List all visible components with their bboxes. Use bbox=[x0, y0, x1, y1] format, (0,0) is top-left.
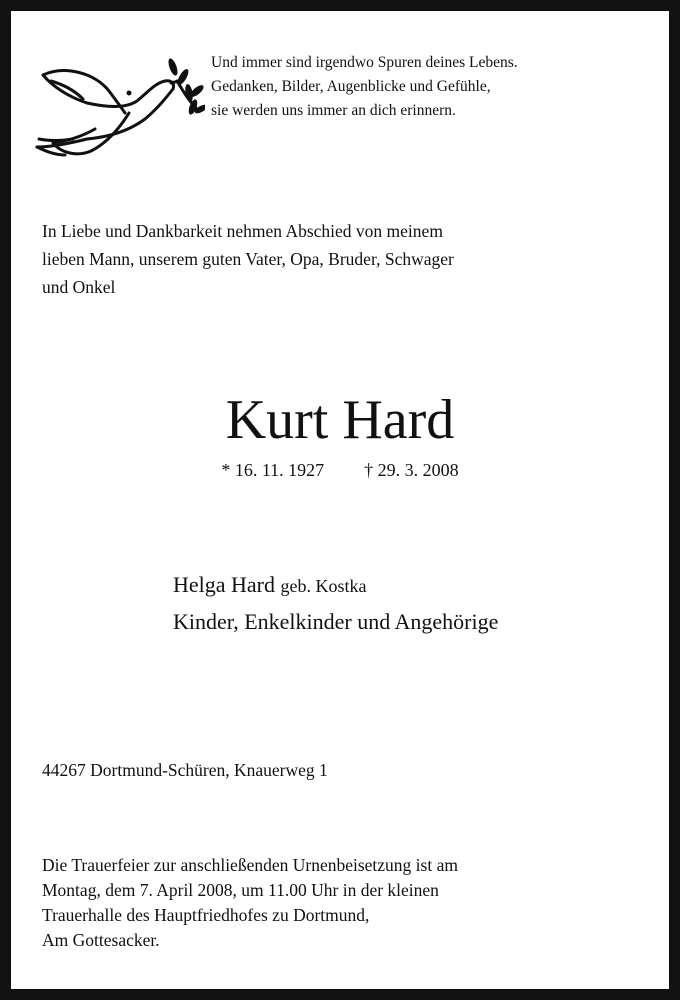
spouse-name: Helga Hard bbox=[173, 572, 276, 597]
deceased-name: Kurt Hard bbox=[225, 389, 455, 451]
ceremony-line: Am Gottesacker. bbox=[42, 930, 160, 950]
death-date: † 29. 3. 2008 bbox=[364, 460, 459, 480]
ceremony-details bbox=[42, 853, 652, 953]
family-line: Kinder, Enkelkinder und Angehörige bbox=[173, 609, 499, 634]
intro-line: In Liebe und Dankbarkeit nehmen Abschied von meinem bbox=[42, 221, 443, 241]
birth-date: * 16. 11. 1927 bbox=[221, 460, 325, 480]
intro-line: und Onkel bbox=[42, 277, 116, 297]
poem-line: Gedanken, Bilder, Augenblicke und Gefühle, bbox=[211, 78, 491, 95]
ceremony-line: Die Trauerfeier zur anschließenden Urnenbeisetzung ist am bbox=[42, 855, 458, 875]
spouse-maiden-name: geb. Kostka bbox=[280, 576, 367, 596]
dove-with-olive-branch-icon bbox=[25, 47, 205, 165]
ceremony-line: Montag, dem 7. April 2008, um 11.00 Uhr in der kleinen bbox=[42, 880, 439, 900]
family-address: 44267 Dortmund-Schüren, Knauerweg 1 bbox=[42, 760, 328, 780]
mourners-block bbox=[173, 567, 653, 640]
intro-line: lieben Mann, unserem guten Vater, Opa, Bruder, Schwager bbox=[42, 249, 454, 269]
poem-line: sie werden uns immer an dich erinnern. bbox=[211, 102, 456, 119]
life-dates bbox=[11, 457, 669, 483]
poem-line: Und immer sind irgendwo Spuren deines Lebens. bbox=[211, 54, 518, 71]
ceremony-line: Trauerhalle des Hauptfriedhofes zu Dortmund, bbox=[42, 905, 370, 925]
spouse-line bbox=[173, 567, 653, 604]
poem-quote bbox=[211, 51, 651, 123]
farewell-intro bbox=[42, 217, 642, 301]
